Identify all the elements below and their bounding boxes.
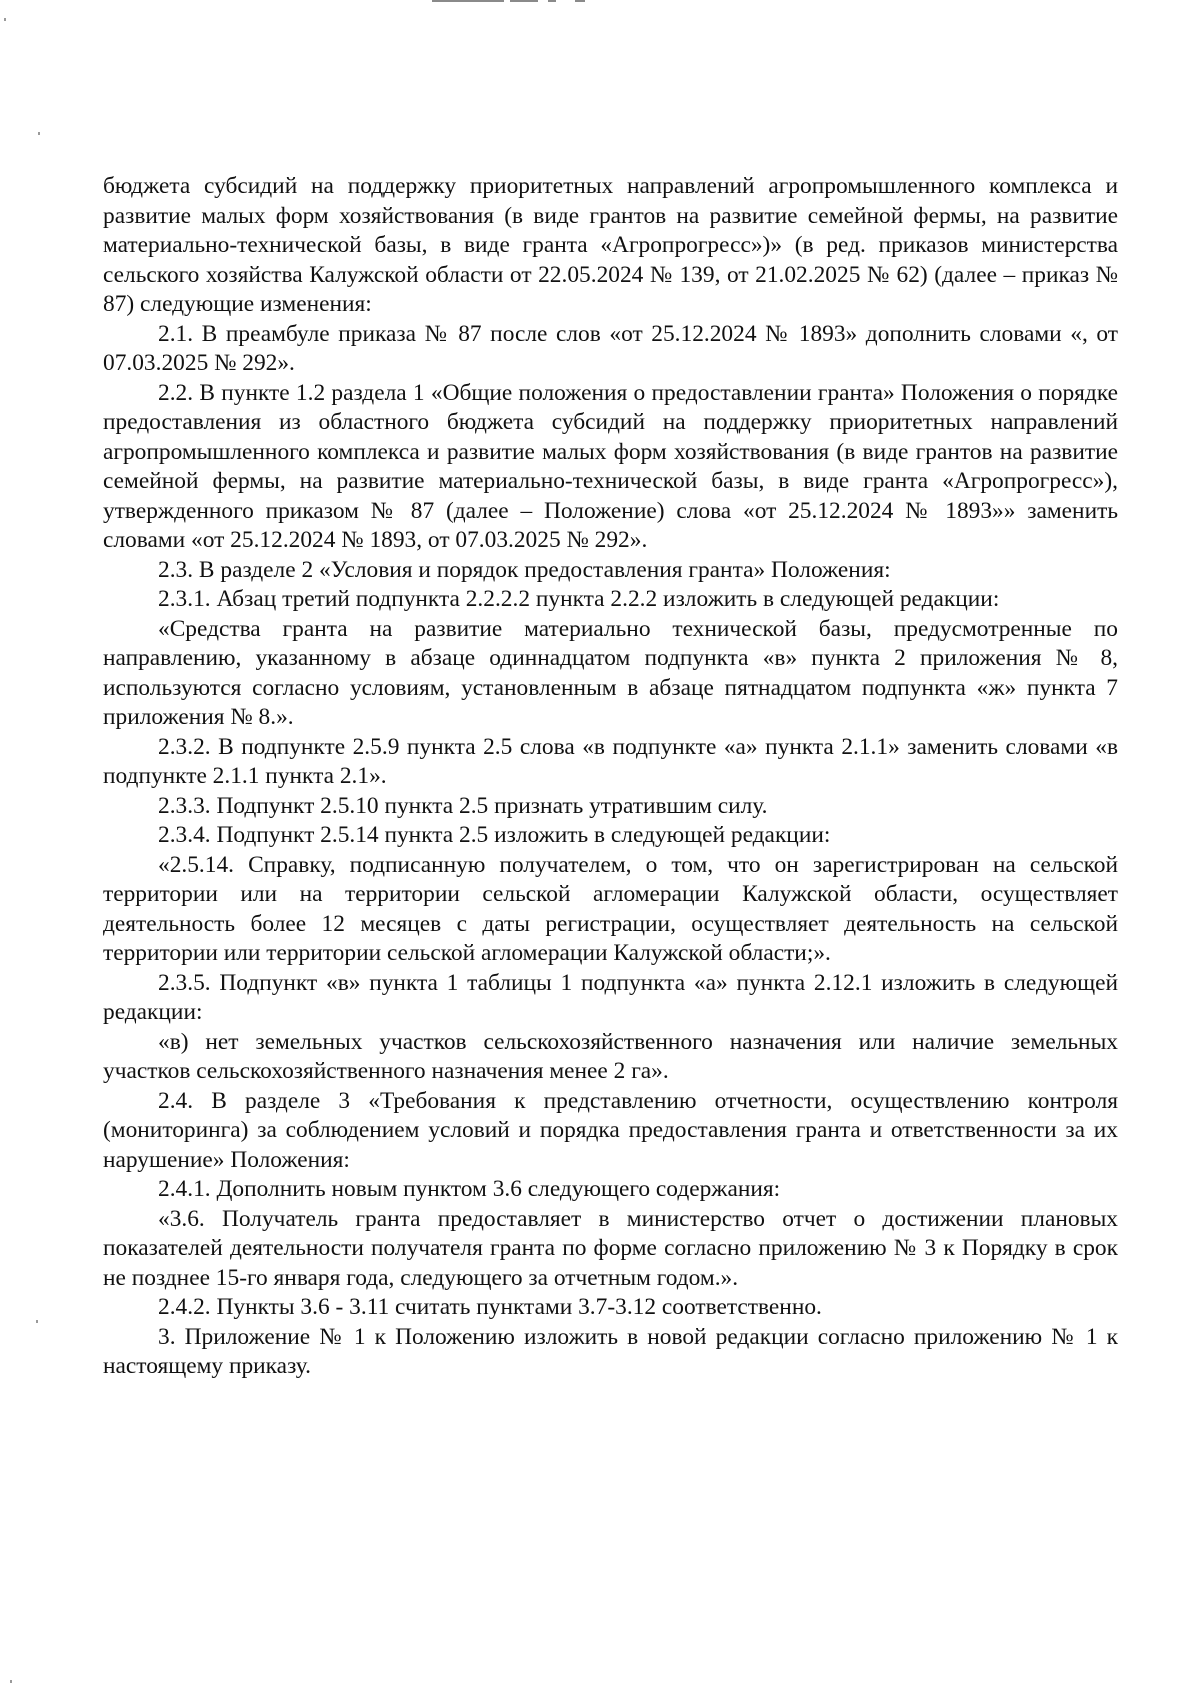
paragraph-2-3-4: 2.3.4. Подпункт 2.5.14 пункта 2.5 изложить в следующей редакции: xyxy=(158,822,831,848)
document-body xyxy=(103,172,1118,1382)
scan-artifact-dot xyxy=(10,1680,12,1683)
scan-artifact-mark xyxy=(548,0,556,2)
paragraph-2-2: 2.2. В пункте 1.2 раздела 1 «Общие положения о предоставлении гранта» Положения о порядке предоставления из областного бюджета субсидий на поддержку приоритетных направлений агропромышленного комплекса и развитие малых форм хозяйствования (в виде грантов на развитие семейной фермы, на развитие материально-технической базы, в виде гранта «Агропрогресс»), утвержденного приказом № 87 (далее – Положение) слова «от 25.12.2024 № 1893»» заменить словами «от 25.12.2024 № 1893, от 07.03.2025 № 292». xyxy=(103,379,1118,553)
paragraph-continuation: бюджета субсидий на поддержку приоритетных направлений агропромышленного комплекса и развитие малых форм хозяйствования (в виде грантов на развитие семейной фермы, на развитие материально-технической базы, в виде гранта «Агропрогресс»)» (в ред. приказов министерства сельского хозяйства Калужской области от 22.05.2024 № 139, от 21.02.2025 № 62) (далее – приказ № 87) следующие изменения: xyxy=(103,173,1118,317)
quote-grant-funds: «Средства гранта на развитие материально технической базы, предусмотренные по направлению, указанному в абзаце одиннадцатом подпункта «в» пункта 2 приложения № 8, используются согласно условиям, установленным в абзаце пятнадцатом подпункта «ж» пункта 7 приложения № 8.». xyxy=(103,615,1118,730)
paragraph-2-4-2: 2.4.2. Пункты 3.6 - 3.11 считать пунктами 3.7-3.12 соответственно. xyxy=(158,1294,822,1320)
scan-artifact-mark xyxy=(575,0,585,2)
scan-artifact-mark xyxy=(510,0,538,2)
paragraph-2-4-1: 2.4.1. Дополнить новым пунктом 3.6 следующего содержания: xyxy=(158,1176,781,1202)
paragraph-2-3-2: 2.3.2. В подпункте 2.5.9 пункта 2.5 слова «в подпункте «а» пункта 2.1.1» заменить словами «в подпункте 2.1.1 пункта 2.1». xyxy=(103,733,1118,789)
scan-artifact-dot xyxy=(4,18,6,21)
scan-artifact-dot xyxy=(38,132,40,135)
quote-3-6: «3.6. Получатель гранта предоставляет в министерство отчет о достижении плановых показателей деятельности получателя гранта по форме согласно приложению № 3 к Порядку в срок не позднее 15-го января года, следующего за отчетным годом.». xyxy=(103,1205,1118,1291)
paragraph-2-3: 2.3. В разделе 2 «Условия и порядок предоставления гранта» Положения: xyxy=(158,556,891,583)
paragraph-3: 3. Приложение № 1 к Положению изложить в новой редакции согласно приложению № 1 к настоящему приказу. xyxy=(103,1323,1118,1379)
quote-land-plots: «в) нет земельных участков сельскохозяйственного назначения или наличие земельных участков сельскохозяйственного назначения менее 2 га». xyxy=(103,1028,1118,1084)
paragraph-2-3-3: 2.3.3. Подпункт 2.5.10 пункта 2.5 признать утратившим силу. xyxy=(158,792,768,819)
quote-2-5-14: «2.5.14. Справку, подписанную получателем, о том, что он зарегистрирован на сельской территории или на территории сельской агломерации Калужской области, осуществляет деятельность более 12 месяцев с даты регистрации, осуществляет деятельность на сельской территории или территории сельской агломерации Калужской области;». xyxy=(103,851,1118,966)
paragraph-2-3-1: 2.3.1. Абзац третий подпункта 2.2.2.2 пункта 2.2.2 изложить в следующей редакции: xyxy=(158,586,1000,612)
paragraph-2-3-5: 2.3.5. Подпункт «в» пункта 1 таблицы 1 подпункта «а» пункта 2.12.1 изложить в следующей редакции: xyxy=(103,969,1118,1025)
paragraph-2-1: 2.1. В преамбуле приказа № 87 после слов «от 25.12.2024 № 1893» дополнить словами «, от 07.03.2025 № 292». xyxy=(103,320,1118,376)
scan-artifact-dot xyxy=(36,1320,38,1323)
paragraph-2-4: 2.4. В разделе 3 «Требования к представлению отчетности, осуществлению контроля (мониторинга) за соблюдением условий и порядка предоставления гранта и ответственности за их нарушение» Положения: xyxy=(103,1087,1118,1173)
scan-artifact-mark xyxy=(432,0,504,2)
